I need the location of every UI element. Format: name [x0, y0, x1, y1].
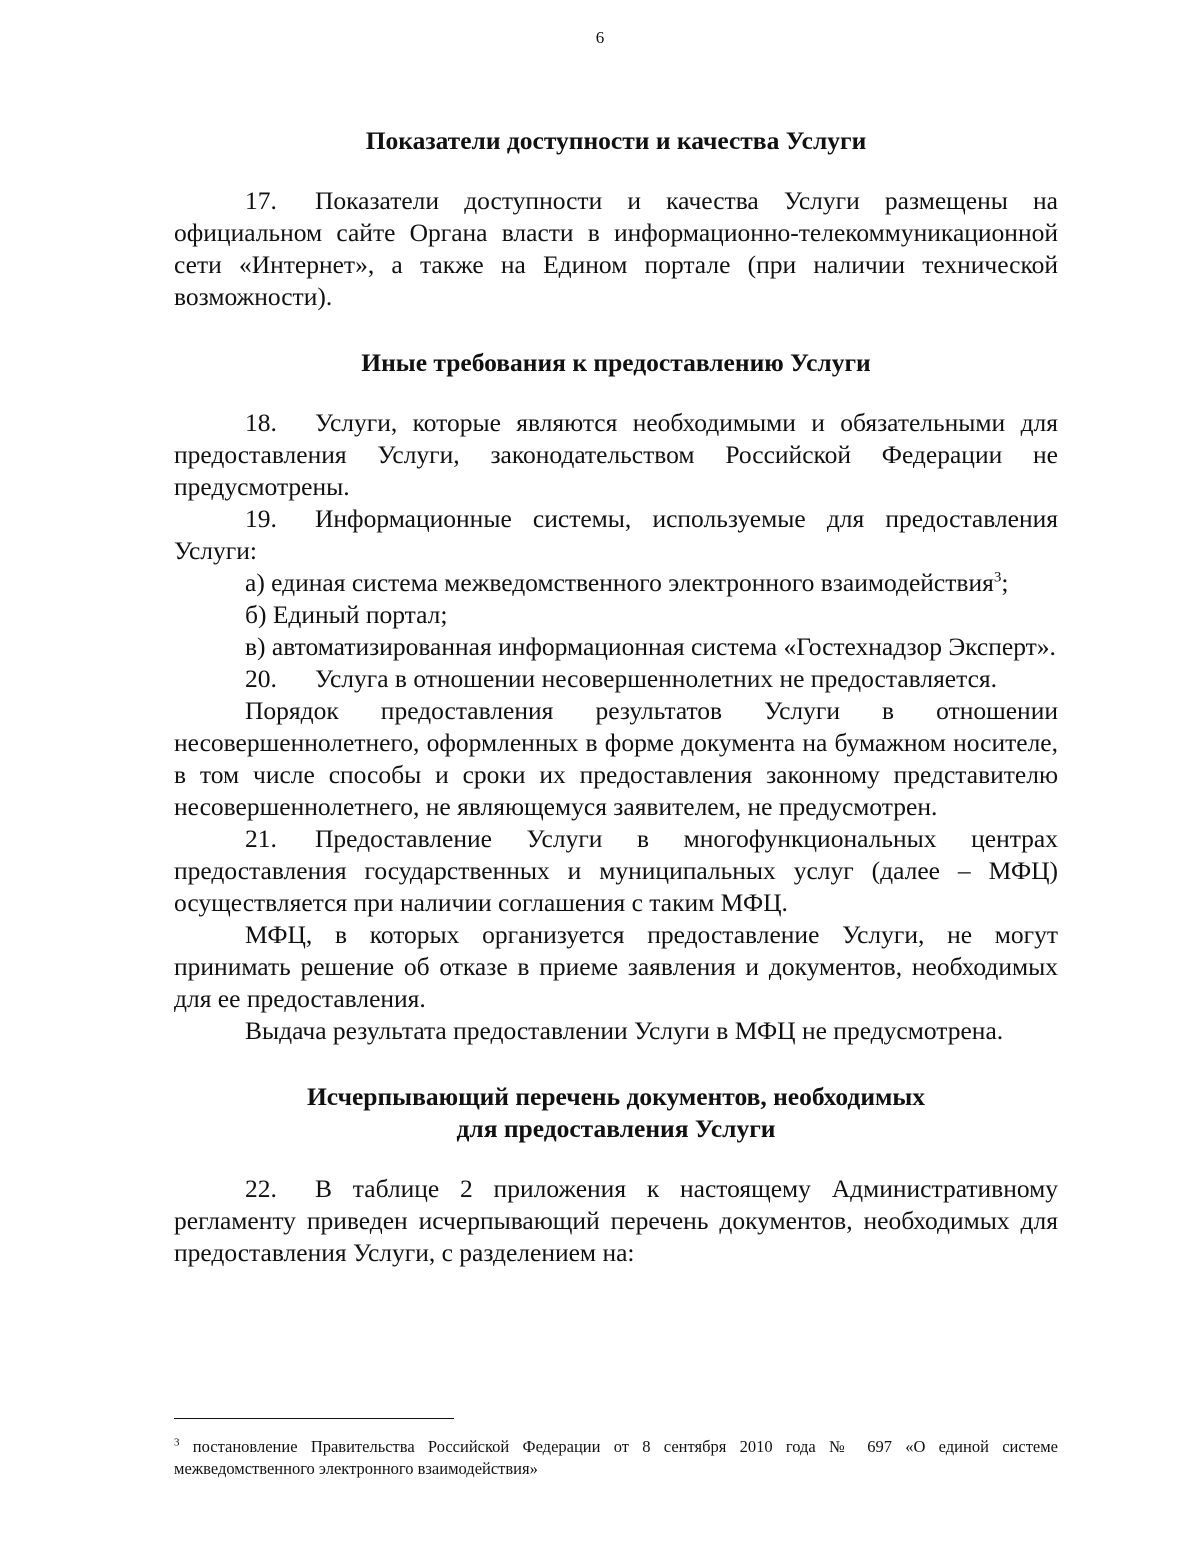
- paragraph-text: Информационные системы, используемые для предоставления Услуги:: [174, 504, 1058, 565]
- heading-line: для предоставления Услуги: [456, 1114, 776, 1143]
- paragraph-21-continuation-2: Выдача результата предоставлении Услуги в МФЦ не предусмотрена.: [245, 1016, 1004, 1045]
- paragraph-number: 17.: [245, 186, 277, 215]
- heading-line: Исчерпывающий перечень документов, необходимых: [306, 1082, 926, 1111]
- paragraph-21: [174, 823, 1058, 919]
- section-heading-availability: Показатели доступности и качества Услуги: [365, 126, 867, 155]
- footnote-text: постановление Правительства Российской Федерации от 8 сентября 2010 года № 697 «О единой системе межведомственного электронного взаимодействия»: [174, 1437, 1058, 1478]
- paragraph-18: [174, 407, 1058, 503]
- footnote-separator: [174, 1418, 454, 1419]
- footnote-mark: 3: [174, 1436, 180, 1449]
- paragraph-text: В таблице 2 приложения к настоящему Административному регламенту приведен исчерпывающий перечень документов, необходимых для предоставления Услуги, с разделением на:: [174, 1174, 1058, 1267]
- list-item-a: [174, 567, 1058, 599]
- paragraph-number: 19.: [245, 504, 277, 533]
- paragraph-20-continuation: Порядок предоставления результатов Услуги в отношении несовершеннолетнего, оформленных в форме документа на бумажном носителе, в том числе способы и сроки их предоставления законному представителю несовершеннолетнего, не являющемуся заявителем, не предусмотрен.: [174, 696, 1058, 821]
- paragraph-number: 22.: [245, 1174, 277, 1203]
- paragraph-20: [174, 663, 1058, 695]
- paragraph-22: [174, 1173, 1058, 1269]
- page-number: 6: [595, 28, 605, 47]
- list-item-text: а) единая система межведомственного электронного взаимодействия: [245, 568, 994, 597]
- paragraph-text: Услуги, которые являются необходимыми и обязательными для предоставления Услуги, законодательством Российской Федерации не предусмотрены.: [174, 408, 1058, 501]
- paragraph-text: Услуга в отношении несовершеннолетних не предоставляется.: [315, 664, 997, 693]
- paragraph-17: [174, 185, 1058, 313]
- section-heading-other-requirements: Иные требования к предоставлению Услуги: [361, 348, 871, 377]
- paragraph-text: Показатели доступности и качества Услуги размещены на официальном сайте Органа власти в информационно-телекоммуникационной сети «Интернет», а также на Едином портале (при наличии технической возможности).: [174, 186, 1058, 311]
- list-item-c: в) автоматизированная информационная система «Гостехнадзор Эксперт».: [245, 632, 1056, 661]
- paragraph-number: 21.: [245, 824, 277, 853]
- paragraph-21-continuation-1: МФЦ, в которых организуется предоставление Услуги, не могут принимать решение об отказе в приеме заявления и документов, необходимых для ее предоставления.: [174, 920, 1058, 1013]
- paragraph-number: 20.: [245, 664, 277, 693]
- section-heading-documents: [174, 1081, 1058, 1145]
- footnote-reference: 3: [993, 569, 1002, 586]
- list-item-end: ;: [1001, 568, 1009, 597]
- paragraph-19: [174, 503, 1058, 567]
- list-item-b: б) Единый портал;: [245, 600, 448, 629]
- footnote: [174, 1436, 1058, 1480]
- paragraph-text: Предоставление Услуги в многофункциональных центрах предоставления государственных и муниципальных услуг (далее – МФЦ) осуществляется при наличии соглашения с таким МФЦ.: [174, 824, 1058, 917]
- document-body: [174, 125, 1058, 1269]
- paragraph-number: 18.: [245, 408, 277, 437]
